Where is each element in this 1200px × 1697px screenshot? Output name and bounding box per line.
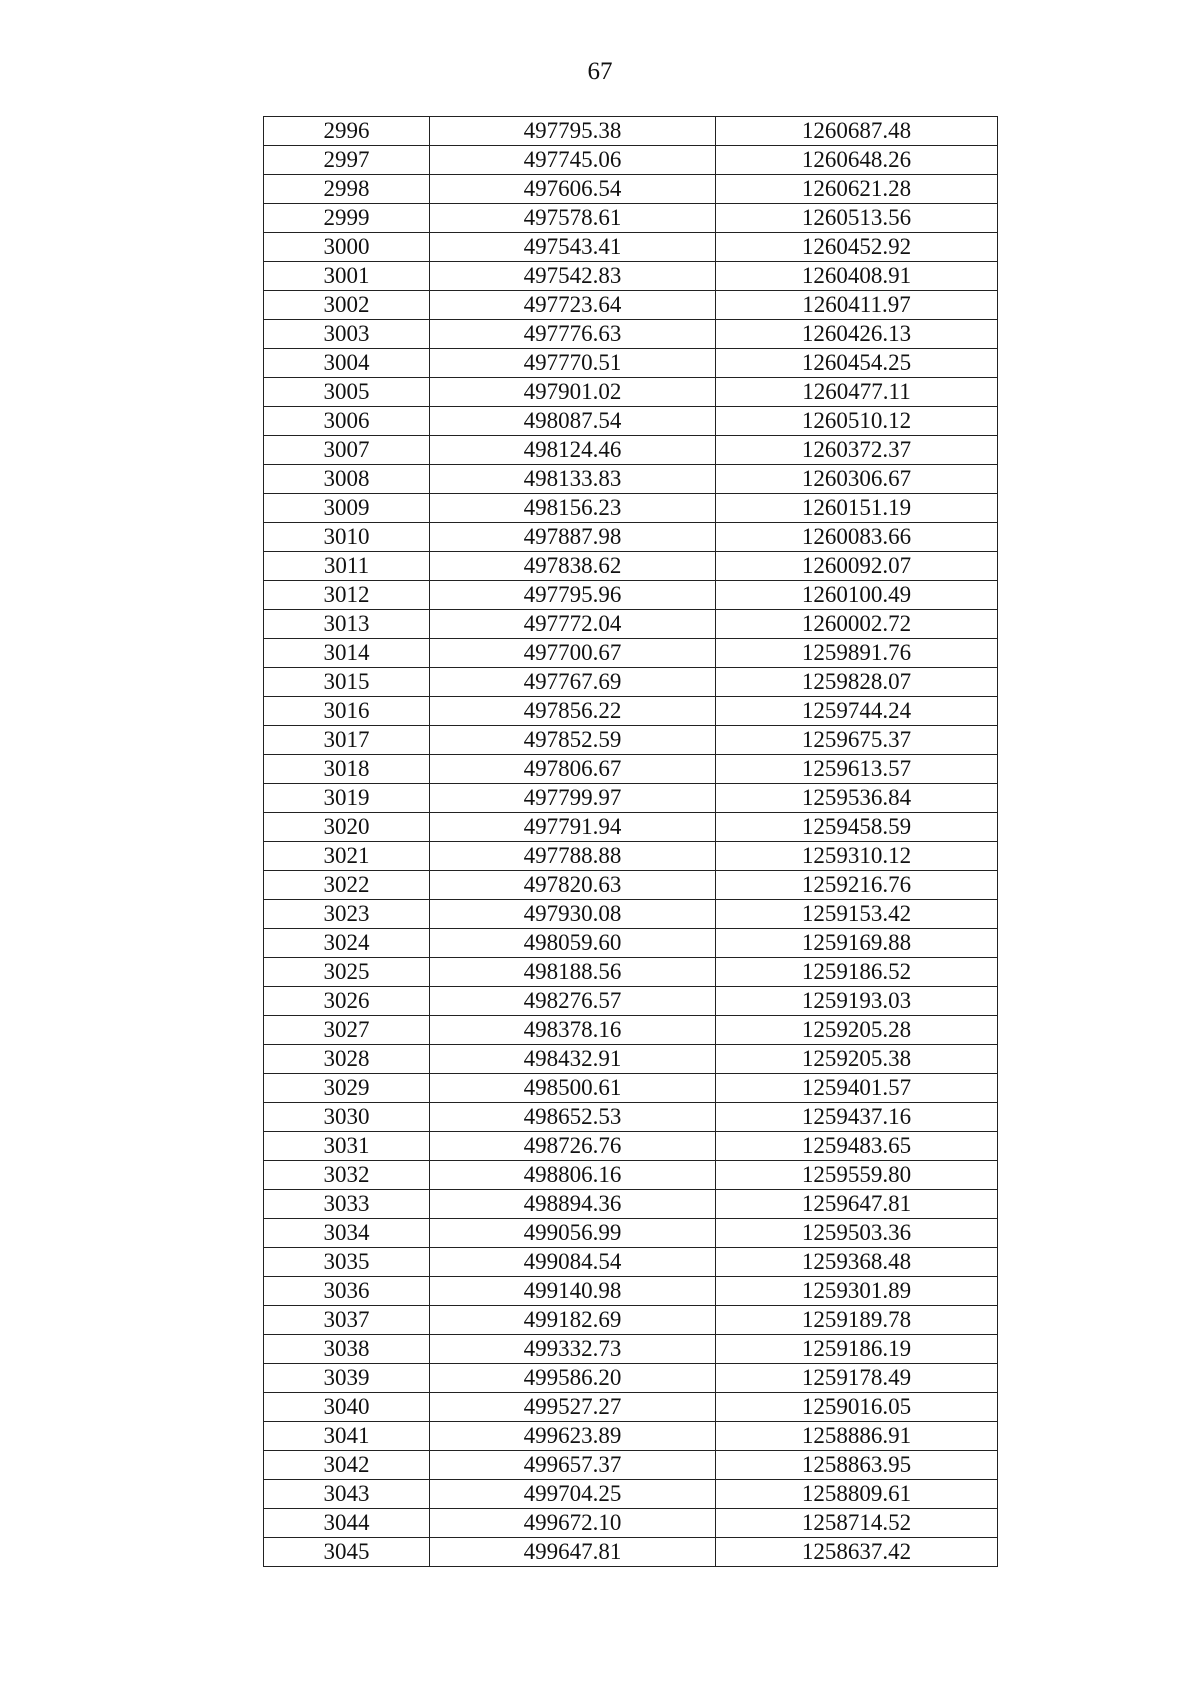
y-coordinate-cell: 1259205.28 [716, 1016, 998, 1045]
table-row [264, 494, 998, 523]
table-row [264, 1219, 998, 1248]
x-coordinate-cell: 498156.23 [430, 494, 716, 523]
point-number-cell: 3020 [264, 813, 430, 842]
y-coordinate-cell: 1259189.78 [716, 1306, 998, 1335]
table-row [264, 436, 998, 465]
point-number-cell: 3011 [264, 552, 430, 581]
table-row [264, 958, 998, 987]
point-number-cell: 3042 [264, 1451, 430, 1480]
y-coordinate-cell: 1259178.49 [716, 1364, 998, 1393]
y-coordinate-cell: 1260002.72 [716, 610, 998, 639]
y-coordinate-cell: 1259368.48 [716, 1248, 998, 1277]
table-row [264, 1248, 998, 1277]
y-coordinate-cell: 1260513.56 [716, 204, 998, 233]
table-row [264, 1161, 998, 1190]
x-coordinate-cell: 499140.98 [430, 1277, 716, 1306]
x-coordinate-cell: 498378.16 [430, 1016, 716, 1045]
x-coordinate-cell: 499182.69 [430, 1306, 716, 1335]
point-number-cell: 3028 [264, 1045, 430, 1074]
point-number-cell: 3012 [264, 581, 430, 610]
x-coordinate-cell: 499332.73 [430, 1335, 716, 1364]
point-number-cell: 2996 [264, 117, 430, 146]
x-coordinate-cell: 499084.54 [430, 1248, 716, 1277]
point-number-cell: 3036 [264, 1277, 430, 1306]
point-number-cell: 3005 [264, 378, 430, 407]
point-number-cell: 3021 [264, 842, 430, 871]
table-row [264, 755, 998, 784]
point-number-cell: 3040 [264, 1393, 430, 1422]
y-coordinate-cell: 1260372.37 [716, 436, 998, 465]
table-row [264, 1190, 998, 1219]
table-row [264, 117, 998, 146]
y-coordinate-cell: 1260151.19 [716, 494, 998, 523]
table-row [264, 1451, 998, 1480]
table-row [264, 1393, 998, 1422]
point-number-cell: 3033 [264, 1190, 430, 1219]
x-coordinate-cell: 499647.81 [430, 1538, 716, 1567]
table-row [264, 726, 998, 755]
x-coordinate-cell: 499657.37 [430, 1451, 716, 1480]
table-row [264, 1480, 998, 1509]
y-coordinate-cell: 1260408.91 [716, 262, 998, 291]
table-row [264, 1103, 998, 1132]
y-coordinate-cell: 1260426.13 [716, 320, 998, 349]
table-row [264, 552, 998, 581]
x-coordinate-cell: 497791.94 [430, 813, 716, 842]
x-coordinate-cell: 497788.88 [430, 842, 716, 871]
table-row [264, 929, 998, 958]
table-row [264, 204, 998, 233]
y-coordinate-cell: 1259301.89 [716, 1277, 998, 1306]
x-coordinate-cell: 498894.36 [430, 1190, 716, 1219]
x-coordinate-cell: 497795.96 [430, 581, 716, 610]
point-number-cell: 3019 [264, 784, 430, 813]
y-coordinate-cell: 1260306.67 [716, 465, 998, 494]
x-coordinate-cell: 499672.10 [430, 1509, 716, 1538]
x-coordinate-cell: 497776.63 [430, 320, 716, 349]
table-row [264, 233, 998, 262]
x-coordinate-cell: 498188.56 [430, 958, 716, 987]
y-coordinate-cell: 1258863.95 [716, 1451, 998, 1480]
table-row [264, 523, 998, 552]
y-coordinate-cell: 1259536.84 [716, 784, 998, 813]
x-coordinate-cell: 497806.67 [430, 755, 716, 784]
x-coordinate-cell: 499586.20 [430, 1364, 716, 1393]
table-row [264, 813, 998, 842]
x-coordinate-cell: 497795.38 [430, 117, 716, 146]
x-coordinate-cell: 497578.61 [430, 204, 716, 233]
point-number-cell: 3039 [264, 1364, 430, 1393]
y-coordinate-cell: 1259483.65 [716, 1132, 998, 1161]
table-row [264, 1538, 998, 1567]
x-coordinate-cell: 498500.61 [430, 1074, 716, 1103]
table-row [264, 639, 998, 668]
x-coordinate-cell: 497745.06 [430, 146, 716, 175]
y-coordinate-cell: 1259205.38 [716, 1045, 998, 1074]
point-number-cell: 3006 [264, 407, 430, 436]
x-coordinate-cell: 497856.22 [430, 697, 716, 726]
y-coordinate-cell: 1259437.16 [716, 1103, 998, 1132]
page-number: 67 [587, 58, 613, 85]
x-coordinate-cell: 497767.69 [430, 668, 716, 697]
y-coordinate-cell: 1260454.25 [716, 349, 998, 378]
x-coordinate-cell: 499623.89 [430, 1422, 716, 1451]
point-number-cell: 3031 [264, 1132, 430, 1161]
point-number-cell: 2998 [264, 175, 430, 204]
point-number-cell: 3016 [264, 697, 430, 726]
y-coordinate-cell: 1259193.03 [716, 987, 998, 1016]
table-row [264, 465, 998, 494]
x-coordinate-cell: 499704.25 [430, 1480, 716, 1509]
x-coordinate-cell: 497901.02 [430, 378, 716, 407]
x-coordinate-cell: 497606.54 [430, 175, 716, 204]
point-number-cell: 3017 [264, 726, 430, 755]
table-row [264, 1509, 998, 1538]
x-coordinate-cell: 498059.60 [430, 929, 716, 958]
x-coordinate-cell: 497543.41 [430, 233, 716, 262]
point-number-cell: 3027 [264, 1016, 430, 1045]
point-number-cell: 3008 [264, 465, 430, 494]
table-row [264, 784, 998, 813]
table-row [264, 291, 998, 320]
table-row [264, 871, 998, 900]
x-coordinate-cell: 499056.99 [430, 1219, 716, 1248]
y-coordinate-cell: 1259675.37 [716, 726, 998, 755]
y-coordinate-cell: 1260083.66 [716, 523, 998, 552]
y-coordinate-cell: 1258809.61 [716, 1480, 998, 1509]
x-coordinate-cell: 497852.59 [430, 726, 716, 755]
point-number-cell: 3045 [264, 1538, 430, 1567]
y-coordinate-cell: 1259310.12 [716, 842, 998, 871]
point-number-cell: 3037 [264, 1306, 430, 1335]
table-row [264, 610, 998, 639]
y-coordinate-cell: 1260100.49 [716, 581, 998, 610]
y-coordinate-cell: 1260687.48 [716, 117, 998, 146]
point-number-cell: 3009 [264, 494, 430, 523]
table-row [264, 987, 998, 1016]
table-row [264, 1364, 998, 1393]
x-coordinate-cell: 498276.57 [430, 987, 716, 1016]
table-row [264, 1045, 998, 1074]
table-row [264, 668, 998, 697]
point-number-cell: 3043 [264, 1480, 430, 1509]
point-number-cell: 3004 [264, 349, 430, 378]
y-coordinate-cell: 1259016.05 [716, 1393, 998, 1422]
x-coordinate-cell: 497799.97 [430, 784, 716, 813]
table-row [264, 407, 998, 436]
table-row [264, 1074, 998, 1103]
point-number-cell: 3030 [264, 1103, 430, 1132]
table-row [264, 349, 998, 378]
y-coordinate-cell: 1259458.59 [716, 813, 998, 842]
x-coordinate-cell: 497820.63 [430, 871, 716, 900]
point-number-cell: 2997 [264, 146, 430, 175]
y-coordinate-cell: 1259559.80 [716, 1161, 998, 1190]
x-coordinate-cell: 497838.62 [430, 552, 716, 581]
x-coordinate-cell: 498133.83 [430, 465, 716, 494]
table-row [264, 581, 998, 610]
x-coordinate-cell: 497700.67 [430, 639, 716, 668]
y-coordinate-cell: 1260477.11 [716, 378, 998, 407]
x-coordinate-cell: 498432.91 [430, 1045, 716, 1074]
y-coordinate-cell: 1258714.52 [716, 1509, 998, 1538]
table-row [264, 1335, 998, 1364]
point-number-cell: 3014 [264, 639, 430, 668]
y-coordinate-cell: 1260648.26 [716, 146, 998, 175]
y-coordinate-cell: 1258886.91 [716, 1422, 998, 1451]
y-coordinate-cell: 1259401.57 [716, 1074, 998, 1103]
x-coordinate-cell: 498087.54 [430, 407, 716, 436]
point-number-cell: 3003 [264, 320, 430, 349]
y-coordinate-cell: 1259891.76 [716, 639, 998, 668]
y-coordinate-cell: 1260092.07 [716, 552, 998, 581]
y-coordinate-cell: 1259828.07 [716, 668, 998, 697]
y-coordinate-cell: 1259169.88 [716, 929, 998, 958]
point-number-cell: 3013 [264, 610, 430, 639]
x-coordinate-cell: 497770.51 [430, 349, 716, 378]
table-row [264, 378, 998, 407]
table-row [264, 697, 998, 726]
point-number-cell: 3018 [264, 755, 430, 784]
point-number-cell: 3015 [264, 668, 430, 697]
x-coordinate-cell: 498726.76 [430, 1132, 716, 1161]
point-number-cell: 3026 [264, 987, 430, 1016]
point-number-cell: 3032 [264, 1161, 430, 1190]
table-row [264, 1277, 998, 1306]
y-coordinate-cell: 1259647.81 [716, 1190, 998, 1219]
point-number-cell: 3024 [264, 929, 430, 958]
x-coordinate-cell: 498652.53 [430, 1103, 716, 1132]
point-number-cell: 2999 [264, 204, 430, 233]
point-number-cell: 3041 [264, 1422, 430, 1451]
table-row [264, 1016, 998, 1045]
x-coordinate-cell: 499527.27 [430, 1393, 716, 1422]
table-row [264, 320, 998, 349]
y-coordinate-cell: 1259216.76 [716, 871, 998, 900]
table-row [264, 146, 998, 175]
point-number-cell: 3034 [264, 1219, 430, 1248]
point-number-cell: 3025 [264, 958, 430, 987]
table-row [264, 900, 998, 929]
table-row [264, 262, 998, 291]
x-coordinate-cell: 497723.64 [430, 291, 716, 320]
point-number-cell: 3022 [264, 871, 430, 900]
point-number-cell: 3023 [264, 900, 430, 929]
x-coordinate-cell: 498806.16 [430, 1161, 716, 1190]
y-coordinate-cell: 1258637.42 [716, 1538, 998, 1567]
x-coordinate-cell: 497887.98 [430, 523, 716, 552]
coordinates-table-body [264, 117, 998, 1567]
point-number-cell: 3010 [264, 523, 430, 552]
point-number-cell: 3044 [264, 1509, 430, 1538]
y-coordinate-cell: 1259153.42 [716, 900, 998, 929]
table-row [264, 842, 998, 871]
point-number-cell: 3007 [264, 436, 430, 465]
y-coordinate-cell: 1259503.36 [716, 1219, 998, 1248]
y-coordinate-cell: 1259186.52 [716, 958, 998, 987]
y-coordinate-cell: 1260621.28 [716, 175, 998, 204]
coordinates-table [263, 116, 998, 1567]
table-row [264, 1132, 998, 1161]
y-coordinate-cell: 1260510.12 [716, 407, 998, 436]
point-number-cell: 3035 [264, 1248, 430, 1277]
table-row [264, 1306, 998, 1335]
y-coordinate-cell: 1260411.97 [716, 291, 998, 320]
x-coordinate-cell: 497542.83 [430, 262, 716, 291]
point-number-cell: 3029 [264, 1074, 430, 1103]
point-number-cell: 3002 [264, 291, 430, 320]
table-row [264, 1422, 998, 1451]
point-number-cell: 3001 [264, 262, 430, 291]
table-row [264, 175, 998, 204]
x-coordinate-cell: 498124.46 [430, 436, 716, 465]
x-coordinate-cell: 497772.04 [430, 610, 716, 639]
y-coordinate-cell: 1259613.57 [716, 755, 998, 784]
point-number-cell: 3038 [264, 1335, 430, 1364]
y-coordinate-cell: 1260452.92 [716, 233, 998, 262]
y-coordinate-cell: 1259744.24 [716, 697, 998, 726]
y-coordinate-cell: 1259186.19 [716, 1335, 998, 1364]
point-number-cell: 3000 [264, 233, 430, 262]
x-coordinate-cell: 497930.08 [430, 900, 716, 929]
